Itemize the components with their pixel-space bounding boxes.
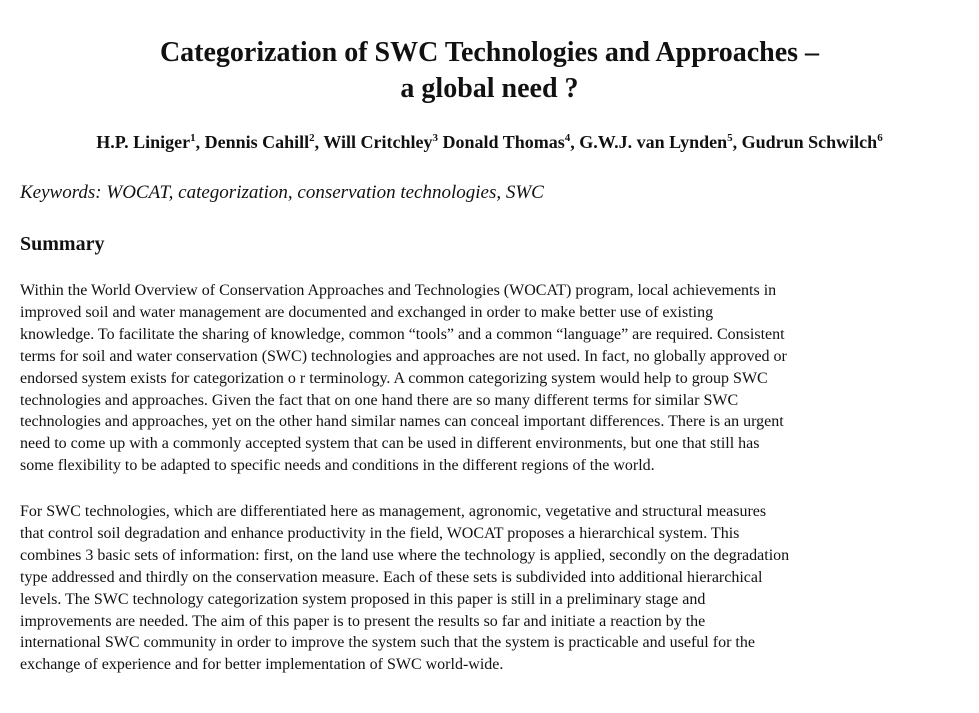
summary-heading: Summary (20, 233, 105, 255)
paragraph-line: technologies and approaches, yet on the other hand similar names can conceal important differences. There is an urgent (20, 413, 784, 431)
author-affiliation-number: 4 (564, 132, 571, 144)
paragraph-line: international SWC community in order to improve the system such that the system is practicable and useful for the (20, 634, 755, 652)
paragraph-line: improvements are needed. The aim of this paper is to present the results so far and initiate a reaction by the (20, 612, 706, 630)
author-separator: , (570, 132, 580, 152)
author-name: G.W.J. van Lynden (579, 132, 728, 152)
paragraph-line: technologies and approaches. Given the fact that on one hand there are so many different terms for similar SWC (20, 391, 739, 409)
author-affiliation-number: 1 (190, 132, 196, 144)
paragraph-line: need to come up with a commonly accepted system that can be used in different environments, but one that still has (20, 435, 760, 453)
author-affiliation-number: 3 (432, 132, 439, 144)
paragraph-line: terms for soil and water conservation (SWC) technologies and approaches are not used. In fact, no globally approved or (20, 347, 787, 365)
paragraph-line: combines 3 basic sets of information: first, on the land use where the technology is applied, secondly on the degradation (20, 546, 790, 564)
paragraph-line: levels. The SWC technology categorization system proposed in this paper is still in a preliminary stage and (20, 590, 706, 608)
paragraph-line: exchange of experience and for better implementation of SWC world-wide. (20, 656, 504, 674)
author-name: Donald Thomas (442, 132, 565, 152)
paragraph-line: improved soil and water management are documented and exchanged in order to make better use of existing (20, 303, 714, 321)
author-name: Gudrun Schwilch (741, 132, 878, 152)
paragraph-line: knowledge. To facilitate the sharing of knowledge, common “tools” and a common “language” are required. Consistent (20, 325, 785, 343)
author-list (0, 130, 979, 154)
paragraph-line: endorsed system exists for categorization o r terminology. A common categorizing system would help to group SWC (20, 369, 768, 387)
paragraph-line: some flexibility to be adapted to specific needs and conditions in the different regions of the world. (20, 457, 655, 475)
author-separator: , (195, 132, 205, 152)
author-name: H.P. Liniger (96, 132, 191, 152)
author-affiliation-number: 6 (877, 132, 883, 144)
paragraph-line: type addressed and thirdly on the conservation measure. Each of these sets is subdivided into additional hierarchical (20, 568, 763, 586)
author-affiliation-number: 5 (727, 132, 733, 144)
author-name: Will Critchley (323, 132, 433, 152)
author-separator: , (732, 132, 742, 152)
paper-title-line-1: Categorization of SWC Technologies and Approaches – (159, 37, 820, 68)
summary-paragraph-2 (20, 501, 950, 676)
paragraph-line: that control soil degradation and enhance productivity in the field, WOCAT proposes a hierarchical system. This (20, 524, 740, 542)
keywords-line: Keywords: WOCAT, categorization, conservation technologies, SWC (20, 182, 544, 203)
author-affiliation-number: 2 (309, 132, 315, 144)
author-separator: , (314, 132, 324, 152)
paragraph-line: For SWC technologies, which are differentiated here as management, agronomic, vegetative and structural measures (20, 503, 767, 520)
paragraph-line: Within the World Overview of Conservation Approaches and Technologies (WOCAT) program, local achievements in (20, 282, 777, 299)
paper-title-line-2: a global need ? (400, 73, 579, 104)
summary-paragraph-1 (20, 280, 950, 477)
author-name: Dennis Cahill (204, 132, 310, 152)
